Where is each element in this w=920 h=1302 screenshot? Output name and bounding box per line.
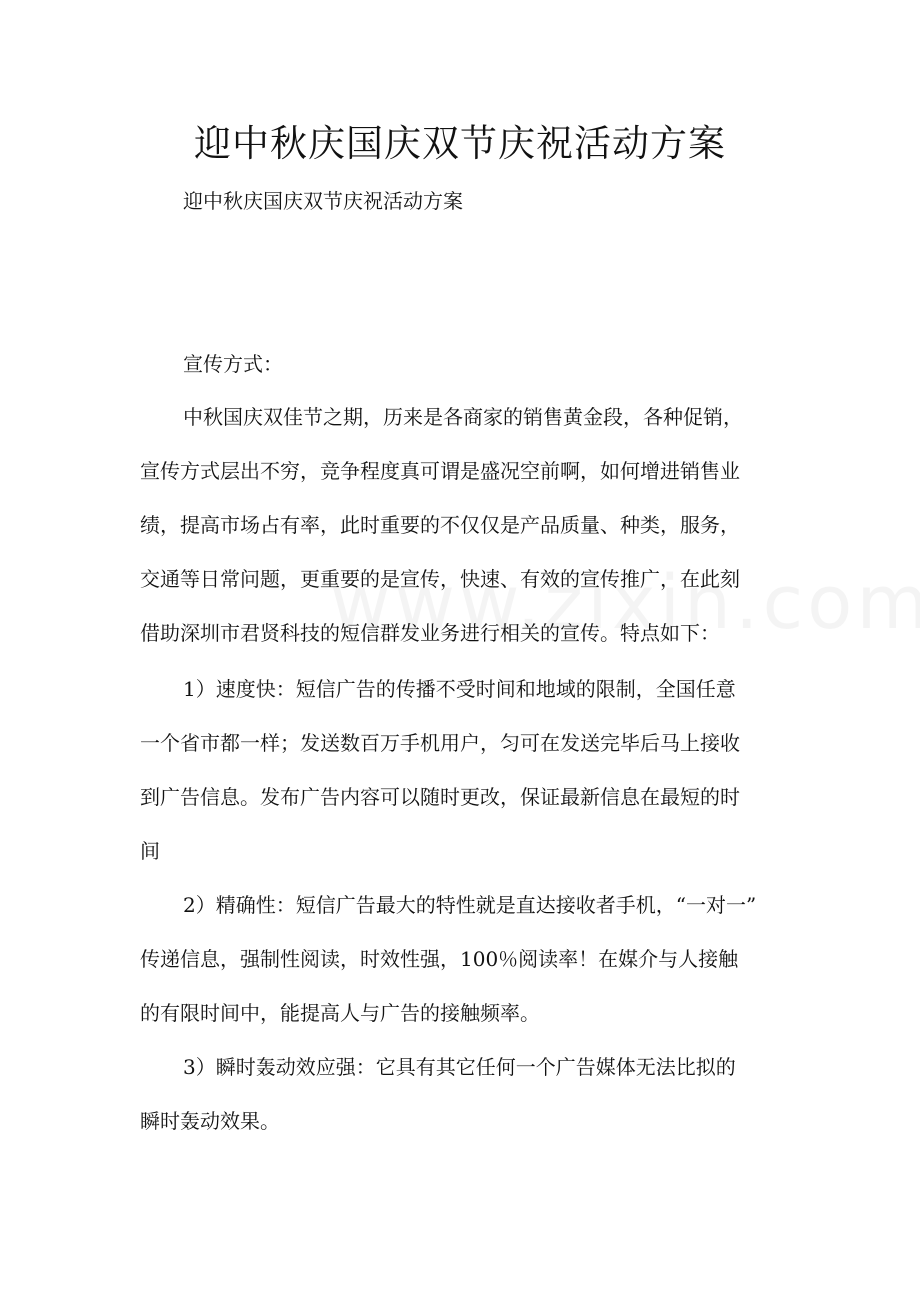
list-item-line: 的有限时间中，能提高人与广告的接触频率。 <box>140 1001 540 1025</box>
list-item-line: 3）瞬时轰动效应强：它具有其它任何一个广告媒体无法比拟的 <box>183 1055 736 1079</box>
paragraph-line: 借助深圳市君贤科技的短信群发业务进行相关的宣传。特点如下： <box>140 621 720 645</box>
list-item-line: 2）精确性：短信广告最大的特性就是直达接收者手机，“一对一” <box>183 893 757 917</box>
document-subtitle: 迎中秋庆国庆双节庆祝活动方案 <box>183 189 463 213</box>
list-item-line: 1）速度快：短信广告的传播不受时间和地域的限制，全国任意 <box>183 677 736 701</box>
list-item-line: 一个省市都一样；发送数百万手机用户，匀可在发送完毕后马上接收 <box>140 731 740 755</box>
paragraph-line: 绩，提高市场占有率，此时重要的不仅仅是产品质量、种类，服务， <box>140 513 740 537</box>
document-title: 迎中秋庆国庆双节庆祝活动方案 <box>194 122 726 165</box>
list-item-line: 到广告信息。发布广告内容可以随时更改，保证最新信息在最短的时 <box>140 785 740 809</box>
paragraph-line: 中秋国庆双佳节之期，历来是各商家的销售黄金段，各种促销， <box>183 405 743 429</box>
paragraph-line: 交通等日常问题，更重要的是宣传，快速、有效的宣传推广，在此刻 <box>140 567 740 591</box>
section-heading-publicity: 宣传方式： <box>183 352 283 376</box>
list-item-line: 传递信息，强制性阅读，时效性强，100％阅读率！在媒介与人接触 <box>140 947 739 971</box>
list-item-line: 间 <box>140 839 160 863</box>
list-item-line: 瞬时轰动效果。 <box>140 1109 280 1133</box>
paragraph-line: 宣传方式层出不穷，竞争程度真可谓是盛况空前啊，如何增进销售业 <box>140 459 740 483</box>
